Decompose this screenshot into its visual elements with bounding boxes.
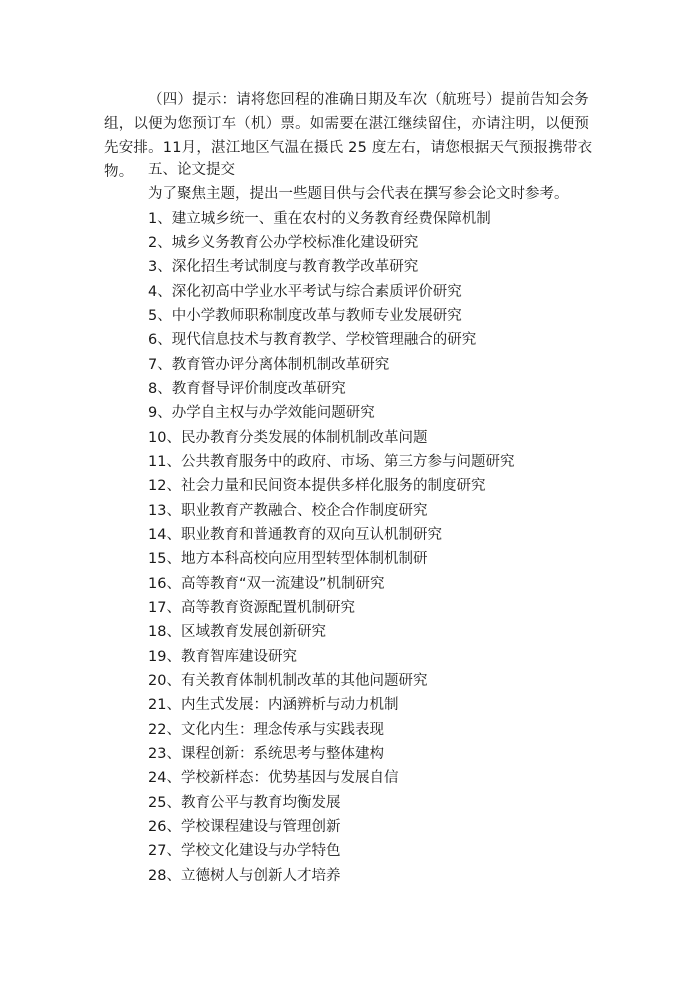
topic-item: 14、职业教育和普通教育的双向互认机制研究 — [148, 527, 442, 543]
topic-item: 12、社会力量和民间资本提供多样化服务的制度研究 — [148, 478, 486, 494]
topic-item: 26、学校课程建设与管理创新 — [148, 819, 341, 835]
topic-item: 11、公共教育服务中的政府、市场、第三方参与问题研究 — [148, 454, 515, 470]
topic-item: 16、高等教育“双一流建设”机制研究 — [148, 576, 385, 592]
topic-item: 21、内生式发展：内涵辨析与动力机制 — [148, 697, 399, 713]
topic-item: 1、建立城乡统一、重在农村的义务教育经费保障机制 — [148, 211, 491, 227]
topic-item: 9、办学自主权与办学效能问题研究 — [148, 405, 375, 421]
topic-item: 23、课程创新：系统思考与整体建构 — [148, 746, 384, 762]
section-intro: 为了聚焦主题，提出一些题目供与会代表在撰写参会论文时参考。 — [148, 186, 569, 202]
notice-text: （四）提示：请将您回程的准确日期及车次（航班号）提前告知会务组，以便为您预订车（机）票。如需要在湛江继续留住，亦请注明，以便预先安排。11月，湛江地区气温在摄氏 25 度左右，请您根据天气预报携带衣物。 — [104, 92, 593, 180]
topic-item: 15、地方本科高校向应用型转型体制机制研 — [148, 551, 428, 567]
topic-item: 10、民办教育分类发展的体制机制改革问题 — [148, 430, 428, 446]
topic-item: 3、深化招生考试制度与教育教学改革研究 — [148, 259, 419, 275]
topic-item: 19、教育智库建设研究 — [148, 649, 297, 665]
topic-item: 5、中小学教师职称制度改革与教师专业发展研究 — [148, 308, 462, 324]
topic-item: 28、立德树人与创新人才培养 — [148, 868, 341, 884]
topic-item: 8、教育督导评价制度改革研究 — [148, 381, 346, 397]
topic-item: 13、职业教育产教融合、校企合作制度研究 — [148, 503, 428, 519]
topic-item: 6、现代信息技术与教育教学、学校管理融合的研究 — [148, 332, 477, 348]
topic-item: 17、高等教育资源配置机制研究 — [148, 600, 355, 616]
topic-item: 20、有关教育体制机制改革的其他问题研究 — [148, 673, 428, 689]
topic-item: 18、区域教育发展创新研究 — [148, 624, 326, 640]
topic-item: 4、深化初高中学业水平考试与综合素质评价研究 — [148, 284, 462, 300]
topic-item: 2、城乡义务教育公办学校标准化建设研究 — [148, 235, 419, 251]
topic-item: 25、教育公平与教育均衡发展 — [148, 795, 341, 811]
topic-item: 24、学校新样态：优势基因与发展自信 — [148, 770, 399, 786]
section-heading: 五、论文提交 — [148, 162, 235, 178]
topic-item: 7、教育管办评分离体制机制改革研究 — [148, 357, 390, 373]
topic-item: 27、学校文化建设与办学特色 — [148, 843, 341, 859]
topic-item: 22、文化内生：理念传承与实践表现 — [148, 722, 384, 738]
